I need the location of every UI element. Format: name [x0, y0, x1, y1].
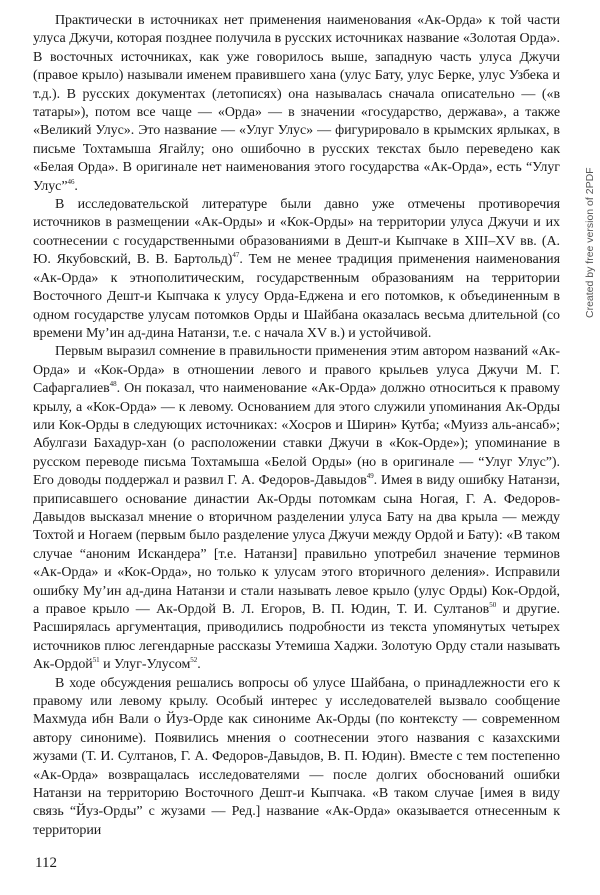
text-run: и другие. Расширялась аргументация, приводились подробности из текста упомянутых четырех источников плюс легендарные рассказы Утемиша Хаджи. Золотую Орду стали называть Ак-Ордой — [33, 602, 560, 673]
paragraph-1 — [33, 12, 560, 196]
footnote-ref: 46 — [67, 177, 75, 186]
paragraph-4 — [33, 675, 560, 841]
footnote-ref: 48 — [109, 380, 117, 389]
text-run: . — [197, 657, 201, 673]
text-run: В ходе обсуждения решались вопросы об улусе Шайбана, о принадлежности его к правому или левому крылу. Особый интерес у исследователей вызвало сообщение Махмуда ибн Вали о Йуз-Орде как синониме Ак-Орды (по контексту — современном автору синониме). Появились мнения о соотнесении этого названия с казахскими жузами (Т. И. Султанов, Г. А. Федоров-Давыдов, В. П. Юдин). Вместе с тем постепенно «Ак-Орда» возвращалась исследователями — после долгих обоснований ошибки Натанзи на территорию Восточного Дешт-и Кыпчака. «В таком случае [имея в виду связь “Йуз-Орды” с жузами — Ред.] название «Ак-Орда» оказывается отнесенным к территории — [33, 675, 560, 838]
main-text — [33, 12, 560, 840]
text-run: В исследовательской литературе были давно уже отмечены противоречия источников в размещении «Ак-Орды» и «Кок-Орды» на территории улуса Джучи и их соотнесении с государственными образованиями в Дешт-и Кыпчаке в XIII–XV вв. (А. Ю. Якубовский, В. В. Бартольд) — [33, 197, 560, 268]
text-run: . — [74, 178, 78, 194]
text-run: Практически в источниках нет применения наименования «Ак-Орда» к той части улуса Джучи, которая позднее получила в русских источниках название «Золотая Орда». В восточных источниках, как уже говорилось выше, западную часть улуса Джучи (правое крыло) называли именем правившего хана (улус Бату, улус Берке, улус Узбека и т.д.). В русских документах (летописях) она называлась сначала описательно — («в татары»), потом все чаще — «Орда» — в значении «государство, держава», а также «Великий Улус». Это название — «Улуг Улус» — фигурировало в крымских ярлыках, в письме Тохтамыша Ягайлу; оно ошибочно в русских текстах было переведено как «Белая Орда». В оригинале нет наименования этого государства «Ак-Орда», есть “Улуг Улус” — [33, 13, 560, 194]
paragraph-3 — [33, 343, 560, 674]
footnote-ref: 49 — [366, 472, 374, 481]
watermark-text: Created by free version of 2PDF — [584, 167, 596, 318]
text-run: . Он показал, что наименование «Ак-Орда» должно относиться к правому крылу, а «Кок-Орда» — к левому. Основанием для этого служили упоминания Ак-Орды или Кок-Орды в следующих источниках: «Хосров и Ширин» Кутба; «Муизз аль-ансаб»; Абулгази Бахадур-хан (о расположении ставки Джучи в «Кок-Орде»); упоминание в русском переводе письма Тохтамыша «Белой Орды» (но в оригинале — “Улуг Улус”). Его доводы поддержал и развил Г. А. Федоров-Давыдов — [33, 381, 560, 489]
footnote-ref: 51 — [92, 656, 100, 665]
page-number: 112 — [35, 855, 57, 871]
footnote-ref: 52 — [190, 656, 198, 665]
text-run: . Имея в виду ошибку Натанзи, приписавшего основание династии Ак-Орды потомкам сына Ногая, Г. А. Федоров-Давыдов высказал мнение о вторичном разделении улуса Бату на два крыла — между Тохтой и Ногаем (первым было разделение улуса Джучи между Ордой и Бату): «В таком случае “аноним Искандера” [т.е. Натанзи] правильно употребил значение терминов «Ак-Орда» и «Кок-Орда», но только к улусам этого вторичного деления». Исправили ошибку Му’ин ад-дина Натанзи и стали называть левое крыло (улус Орды) Кок-Ордой, а правое крыло — Ак-Ордой В. Л. Егоров, В. П. Юдин, Т. И. Султанов — [33, 473, 560, 617]
text-run: и Улуг-Улусом — [99, 657, 191, 673]
footnote-ref: 47 — [232, 251, 240, 260]
text-run: . Тем не менее традиция применения наименования «Ак-Орда» к этнополитическим, государственным образованиям на территории Восточного Дешт-и Кыпчака к улусу Орда-Еджена и его потомков, к объединенным в одном государстве улусам потомков Орды и Шайбана оказалась весьма длительной (со времени Му’ин ад-дина Натанзи, т.е. с начала XV в.) и устойчивой. — [33, 252, 560, 341]
footnote-ref: 50 — [489, 601, 497, 609]
paragraph-2 — [33, 196, 560, 343]
text-run: Первым выразил сомнение в правильности применения этим автором названий «Ак-Орда» и «Кок-Орда» в отношении левого и правого крыльев улуса Джучи М. Г. Сафаргалиев — [33, 344, 560, 397]
